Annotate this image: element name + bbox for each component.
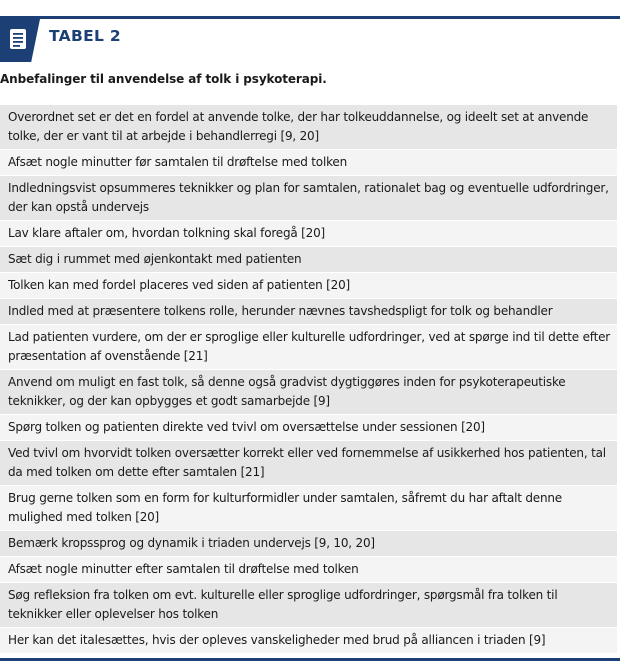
- table-row: Her kan det italesættes, hvis der opleves vanskeligheder med brud på alliancen i triaden [9]: [0, 627, 617, 653]
- recommendations-table: [0, 104, 617, 653]
- table-row: Ved tvivl om hvorvidt tolken oversætter korrekt eller ved fornemmelse af usikkerhed hos patienten, tal da med tolken om dette efter samtalen [21]: [0, 440, 617, 485]
- table-row: Brug gerne tolken som en form for kulturformidler under samtalen, såfremt du har aftalt denne mulighed med tolken [20]: [0, 485, 617, 530]
- table-row: Anvend om muligt en fast tolk, så denne også gradvist dygtiggøres inden for psykoterapeutiske teknikker, og der kan opbygges et godt samarbejde [9]: [0, 369, 617, 414]
- document-list-icon: [0, 19, 40, 62]
- table-header: [0, 19, 620, 62]
- table-row: Indledningsvist opsummeres teknikker og plan for samtalen, rationalet bag og eventuelle udfordringer, der kan opstå undervejs: [0, 175, 617, 220]
- bottom-rule: [0, 658, 620, 661]
- table-row: Spørg tolken og patienten direkte ved tvivl om oversættelse under sessionen [20]: [0, 414, 617, 440]
- table-row: Afsæt nogle minutter efter samtalen til drøftelse med tolken: [0, 556, 617, 582]
- table-row: Afsæt nogle minutter før samtalen til drøftelse med tolken: [0, 149, 617, 175]
- table-row: Bemærk kropssprog og dynamik i triaden undervejs [9, 10, 20]: [0, 530, 617, 556]
- table-row: Tolken kan med fordel placeres ved siden af patienten [20]: [0, 272, 617, 298]
- table-row: Overordnet set er det en fordel at anvende tolke, der har tolkeuddannelse, og ideelt set at anvende tolke, der er vant til at arbejde i behandlerregi [9, 20]: [0, 104, 617, 149]
- table-row: Sæt dig i rummet med øjenkontakt med patienten: [0, 246, 617, 272]
- table-title: TABEL 2: [49, 27, 121, 45]
- table-row: Lad patienten vurdere, om der er sproglige eller kulturelle udfordringer, ved at spørge ind til dette efter præsentation af ovenstående [21]: [0, 324, 617, 369]
- table-caption: Anbefalinger til anvendelse af tolk i psykoterapi.: [0, 72, 327, 86]
- table-row: Lav klare aftaler om, hvordan tolkning skal foregå [20]: [0, 220, 617, 246]
- table-row: Søg refleksion fra tolken om evt. kulturelle eller sproglige udfordringer, spørgsmål fra tolken til teknikker eller oplevelser hos tolken: [0, 582, 617, 627]
- table-row: Indled med at præsentere tolkens rolle, herunder nævnes tavshedspligt for tolk og behandler: [0, 298, 617, 324]
